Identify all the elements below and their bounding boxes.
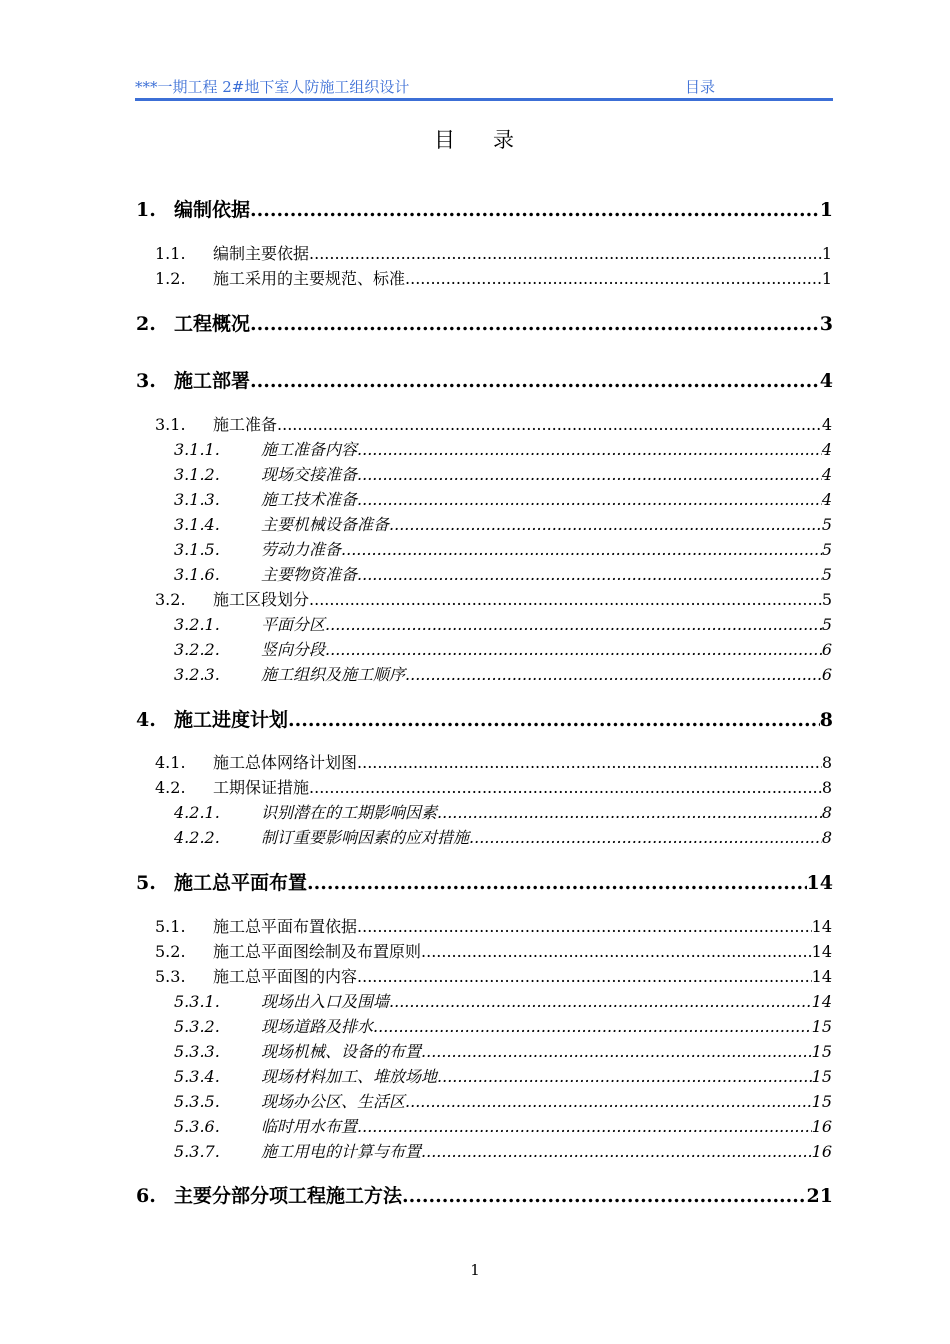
toc-heading: [0, 124, 950, 154]
toc-leader-dots: [341, 540, 822, 559]
toc-leader-dots: [309, 244, 822, 263]
toc-entry[interactable]: [174, 1064, 832, 1087]
toc-entry-page: 14: [806, 872, 833, 894]
toc-entry-title[interactable]: 现场出入口及围墙: [261, 992, 390, 1011]
toc-entry-number: 5.: [136, 872, 156, 894]
toc-entry-number: 3.1.5.: [174, 540, 220, 559]
toc-entry-number: 4.: [136, 709, 156, 731]
header-section-name: 目录: [685, 78, 716, 96]
toc-entry-number: 5.3.: [155, 967, 186, 986]
toc-entry-page: 21: [806, 1185, 833, 1207]
toc-entry-page: 14: [811, 917, 832, 936]
toc-entry-title[interactable]: 劳动力准备: [261, 540, 342, 559]
toc-entry[interactable]: [174, 1014, 832, 1037]
toc-leader-dots: [421, 1042, 812, 1061]
toc-entry-number: 3.1.2.: [174, 465, 220, 484]
toc-entry-page: 4: [821, 465, 832, 484]
toc-entry[interactable]: [174, 1114, 832, 1137]
toc-leader-dots: [357, 490, 822, 509]
toc-entry[interactable]: [174, 989, 832, 1012]
toc-entry-title[interactable]: 施工技术准备: [261, 490, 358, 509]
toc-entry-number: 5.3.6.: [174, 1117, 220, 1136]
toc-entry[interactable]: [174, 637, 832, 660]
toc-entry[interactable]: [155, 939, 832, 962]
toc-entry-page: 5: [821, 590, 832, 609]
toc-entry-page: 14: [811, 967, 832, 986]
toc-entry-title[interactable]: 主要分部分项工程施工方法: [174, 1185, 403, 1207]
toc-entry-title[interactable]: 现场材料加工、堆放场地: [261, 1067, 438, 1086]
toc-entry[interactable]: [155, 412, 832, 435]
toc-leader-dots: [250, 313, 820, 335]
toc-leader-dots: [250, 370, 820, 392]
toc-leader-dots: [405, 1092, 812, 1111]
toc-leader-dots: [421, 1142, 812, 1161]
toc-leader-dots: [357, 440, 822, 459]
toc-entry-number: 3.2.1.: [174, 615, 220, 634]
toc-entry-number: 3.1.6.: [174, 565, 220, 584]
toc-entry-page: 4: [821, 440, 832, 459]
header-document-title: ***一期工程 2#地下室人防施工组织设计: [135, 78, 410, 96]
toc-entry[interactable]: [174, 562, 832, 585]
toc-entry-title[interactable]: 施工准备: [213, 415, 278, 434]
toc-entry-page: 5: [821, 615, 832, 634]
toc-leader-dots: [437, 803, 822, 822]
toc-leader-dots: [421, 942, 812, 961]
toc-entry-number: 5.3.2.: [174, 1017, 220, 1036]
toc-entry-page: 4: [821, 490, 832, 509]
toc-entry[interactable]: [155, 914, 832, 937]
toc-entry[interactable]: [155, 775, 832, 798]
toc-entry-title[interactable]: 施工用电的计算与布置: [261, 1142, 422, 1161]
toc-entry-number: 4.1.: [155, 753, 186, 772]
toc-entry-number: 3.1.: [155, 415, 186, 434]
toc-entry-page: 16: [811, 1117, 832, 1136]
toc-entry-number: 1.1.: [155, 244, 186, 263]
toc-leader-dots: [357, 753, 822, 772]
toc-entry-title[interactable]: 临时用水布置: [261, 1117, 358, 1136]
toc-entry[interactable]: [136, 366, 833, 393]
toc-entry-number: 5.3.7.: [174, 1142, 220, 1161]
toc-entry-page: 14: [811, 942, 832, 961]
toc-entry-number: 5.3.4.: [174, 1067, 220, 1086]
toc-leader-dots: [437, 1067, 812, 1086]
toc-entry[interactable]: [155, 266, 832, 289]
toc-leader-dots: [357, 465, 822, 484]
toc-leader-dots: [402, 1185, 807, 1207]
page-header: [135, 74, 833, 101]
toc-entry-page: 8: [821, 828, 832, 847]
toc-entry-page: 15: [811, 1042, 832, 1061]
toc-entry-number: 3.2.2.: [174, 640, 220, 659]
toc-entry-title[interactable]: 编制依据: [174, 199, 251, 221]
toc-entry-title[interactable]: 施工组织及施工顺序: [261, 665, 406, 684]
toc-entry-page: 8: [821, 778, 832, 797]
toc-entry-title[interactable]: 施工部署: [174, 370, 251, 392]
toc-entry-page: 5: [821, 565, 832, 584]
toc-leader-dots: [325, 640, 822, 659]
toc-entry-number: 5.2.: [155, 942, 186, 961]
toc-leader-dots: [405, 665, 822, 684]
toc-leader-dots: [389, 992, 812, 1011]
toc-entry[interactable]: [174, 537, 832, 560]
toc-leader-dots: [469, 828, 822, 847]
toc-entry-page: 8: [821, 803, 832, 822]
toc-heading-left: 目: [434, 128, 457, 152]
toc-leader-dots: [277, 415, 822, 434]
toc-entry-title[interactable]: 主要机械设备准备: [261, 515, 390, 534]
toc-entry-title[interactable]: 施工采用的主要规范、标准: [213, 269, 406, 288]
toc-leader-dots: [357, 917, 812, 936]
toc-entry-page: 6: [821, 665, 832, 684]
toc-entry-title[interactable]: 施工总平面图的内容: [213, 967, 358, 986]
toc-leader-dots: [325, 615, 822, 634]
toc-entry-page: 3: [819, 313, 833, 335]
toc-entry-number: 5.3.5.: [174, 1092, 220, 1111]
toc-entry-number: 4.2.2.: [174, 828, 220, 847]
toc-entry-page: 16: [811, 1142, 832, 1161]
toc-entry-title[interactable]: 现场道路及排水: [261, 1017, 374, 1036]
toc-entry[interactable]: [174, 1089, 832, 1112]
toc-entry-number: 1.2.: [155, 269, 186, 288]
toc-entry-title[interactable]: 现场交接准备: [261, 465, 358, 484]
toc-entry[interactable]: [174, 662, 832, 685]
toc-entry-page: 6: [821, 640, 832, 659]
toc-entry-number: 2.: [136, 313, 156, 335]
toc-entry-number: 3.: [136, 370, 156, 392]
toc-entry-number: 6.: [136, 1185, 156, 1207]
toc-leader-dots: [405, 269, 822, 288]
toc-leader-dots: [357, 967, 812, 986]
toc-entry-title[interactable]: 施工总体网络计划图: [213, 753, 358, 772]
toc-leader-dots: [373, 1017, 812, 1036]
toc-leader-dots: [389, 515, 822, 534]
toc-entry[interactable]: [174, 800, 832, 823]
toc-entry[interactable]: [136, 868, 833, 895]
toc-entry-page: 4: [819, 370, 833, 392]
toc-entry-title[interactable]: 现场机械、设备的布置: [261, 1042, 422, 1061]
toc-entry[interactable]: [174, 462, 832, 485]
toc-entry[interactable]: [136, 195, 833, 222]
toc-entry[interactable]: [174, 512, 832, 535]
toc-entry-title[interactable]: 竖向分段: [261, 640, 326, 659]
toc-entry-title[interactable]: 施工准备内容: [261, 440, 358, 459]
toc-entry[interactable]: [155, 587, 832, 610]
toc-entry[interactable]: [174, 437, 832, 460]
toc-entry-page: 4: [821, 415, 832, 434]
toc-entry-title[interactable]: 工程概况: [174, 313, 251, 335]
toc-entry-number: 3.2.3.: [174, 665, 220, 684]
toc-entry-page: 1: [819, 199, 833, 221]
toc-entry[interactable]: [155, 241, 832, 264]
toc-leader-dots: [288, 709, 820, 731]
page-number: 1: [470, 1261, 480, 1279]
toc-entry-page: 8: [819, 709, 833, 731]
toc-entry-page: 15: [811, 1067, 832, 1086]
toc-entry-title[interactable]: 施工总平面图绘制及布置原则: [213, 942, 422, 961]
toc-leader-dots: [309, 590, 822, 609]
toc-leader-dots: [357, 565, 822, 584]
toc-leader-dots: [309, 778, 822, 797]
toc-entry-page: 8: [821, 753, 832, 772]
toc-entry-page: 1: [821, 244, 832, 263]
toc-leader-dots: [307, 872, 807, 894]
toc-entry-title[interactable]: 平面分区: [261, 615, 326, 634]
toc-entry-page: 15: [811, 1092, 832, 1111]
toc-entry-number: 5.1.: [155, 917, 186, 936]
toc-entry-title[interactable]: 编制主要依据: [213, 244, 310, 263]
toc-entry-title[interactable]: 施工进度计划: [174, 709, 289, 731]
toc-leader-dots: [357, 1117, 812, 1136]
toc-entry-title[interactable]: 现场办公区、生活区: [261, 1092, 406, 1111]
toc-entry-title[interactable]: 施工总平面布置: [174, 872, 308, 894]
toc-entry[interactable]: [174, 612, 832, 635]
toc-entry-number: 5.3.1.: [174, 992, 220, 1011]
toc-entry-number: 4.2.1.: [174, 803, 220, 822]
toc-entry[interactable]: [136, 705, 833, 732]
toc-entry-number: 5.3.3.: [174, 1042, 220, 1061]
toc-entry[interactable]: [174, 1139, 832, 1162]
toc-entry-number: 4.2.: [155, 778, 186, 797]
toc-entry-number: 3.1.4.: [174, 515, 220, 534]
toc-entry[interactable]: [174, 825, 832, 848]
toc-entry-number: 3.1.3.: [174, 490, 220, 509]
toc-heading-right: 录: [493, 128, 516, 152]
toc-entry[interactable]: [174, 1039, 832, 1062]
toc-entry[interactable]: [136, 1181, 833, 1208]
toc-entry-number: 3.2.: [155, 590, 186, 609]
toc-entry-title[interactable]: 主要物资准备: [261, 565, 358, 584]
toc-entry-title[interactable]: 施工总平面布置依据: [213, 917, 358, 936]
toc-entry-number: 1.: [136, 199, 156, 221]
toc-entry[interactable]: [174, 487, 832, 510]
toc-entry-page: 1: [821, 269, 832, 288]
toc-entry-number: 3.1.1.: [174, 440, 220, 459]
toc-entry-page: 5: [821, 540, 832, 559]
toc-entry[interactable]: [155, 750, 832, 773]
toc-entry[interactable]: [136, 309, 833, 336]
toc-entry-page: 15: [811, 1017, 832, 1036]
toc-entry-title[interactable]: 工期保证措施: [213, 778, 310, 797]
toc-entry-page: 5: [821, 515, 832, 534]
toc-entry-title[interactable]: 识别潜在的工期影响因素: [261, 803, 438, 822]
toc-entry-title[interactable]: 制订重要影响因素的应对措施: [261, 828, 470, 847]
toc-entry[interactable]: [155, 964, 832, 987]
toc-leader-dots: [250, 199, 820, 221]
toc-entry-page: 14: [811, 992, 832, 1011]
toc-entry-title[interactable]: 施工区段划分: [213, 590, 310, 609]
